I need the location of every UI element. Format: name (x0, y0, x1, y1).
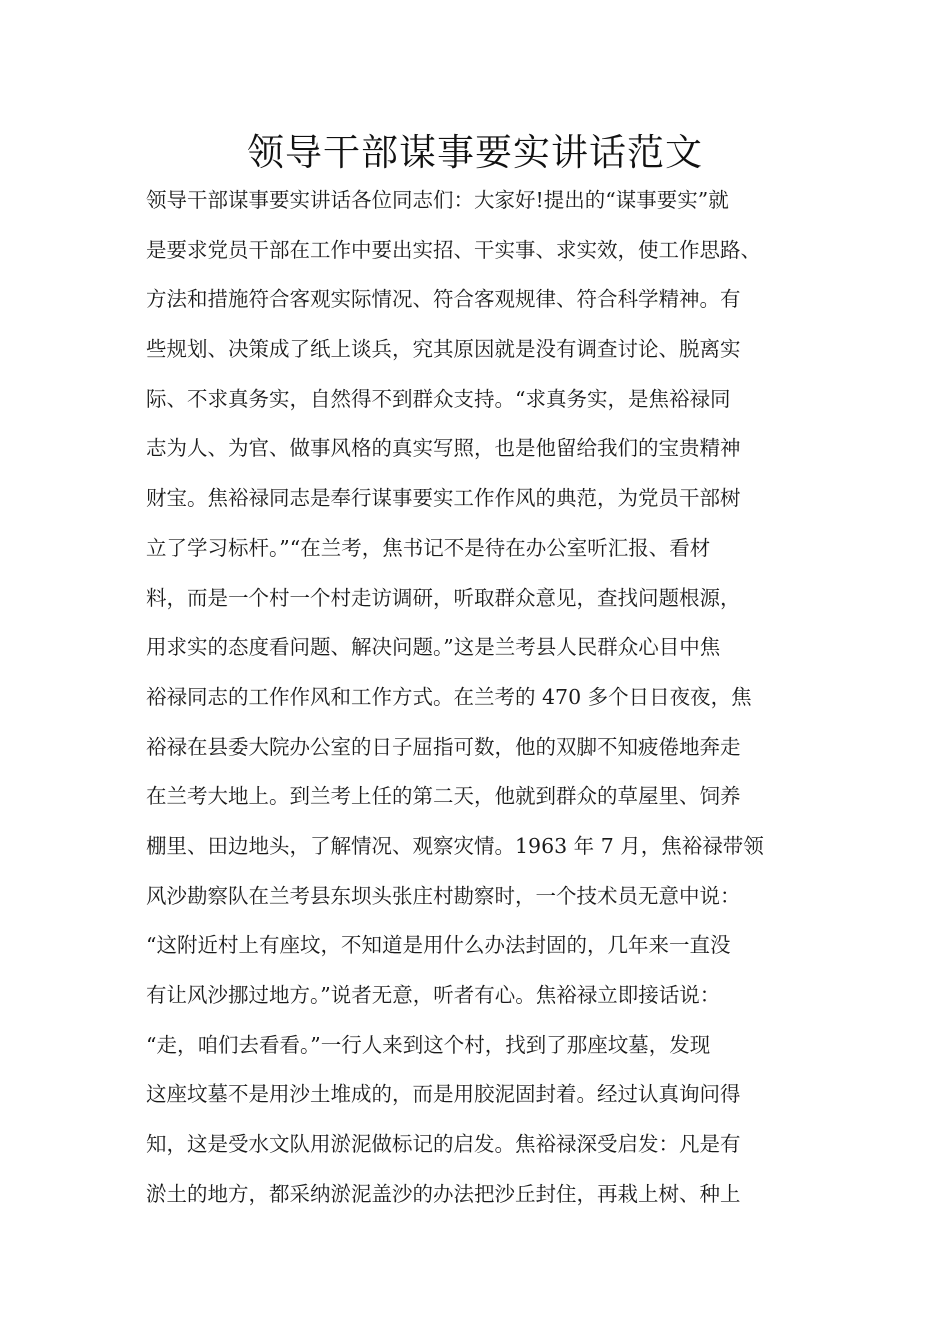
body-line: 裕禄在县委大院办公室的日子屈指可数，他的双脚不知疲倦地奔走 (146, 734, 741, 759)
body-line: 方法和措施符合客观实际情况、符合客观规律、符合科学精神。有 (146, 287, 741, 312)
body-line: 际、不求真务实，自然得不到群众支持。“求真务实，是焦裕禄同 (146, 386, 731, 411)
body-line: 些规划、决策成了纸上谈兵，究其原因就是没有调查讨论、脱离实 (146, 337, 741, 362)
body-line: 立了学习标杆。”“在兰考，焦书记不是待在办公室听汇报、看材 (146, 535, 711, 560)
body-line: 淤土的地方，都采纳淤泥盖沙的办法把沙丘封住，再栽上树、种上 (146, 1181, 741, 1206)
body-line: 志为人、为官、做事风格的真实写照，也是他留给我们的宝贵精神 (146, 436, 741, 461)
document-title: 领导干部谋事要实讲话范文 (247, 131, 703, 174)
body-line: 裕禄同志的工作作风和工作方式。在兰考的 470 多个日日夜夜，焦 (146, 684, 752, 709)
body-line: 用求实的态度看问题、解决问题。”这是兰考县人民群众心目中焦 (146, 635, 721, 660)
body-line: 财宝。焦裕禄同志是奉行谋事要实工作作风的典范，为党员干部树 (146, 486, 741, 511)
body-line: 棚里、田边地头，了解情况、观察灾情。1963 年 7 月，焦裕禄带领 (146, 833, 764, 858)
body-line: 是要求党员干部在工作中要出实招、干实事、求实效，使工作思路、 (146, 237, 761, 262)
body-line: 风沙勘察队在兰考县东坝头张庄村勘察时，一个技术员无意中说： (146, 883, 741, 908)
body-line: 在兰考大地上。到兰考上任的第二天，他就到群众的草屋里、饲养 (146, 784, 741, 809)
document-body (146, 180, 826, 1223)
body-line: “走，咱们去看看。”一行人来到这个村，找到了那座坟墓，发现 (146, 1032, 711, 1057)
body-line: 知，这是受水文队用淤泥做标记的启发。焦裕禄深受启发：凡是有 (146, 1132, 741, 1157)
body-line: 这座坟墓不是用沙土堆成的，而是用胶泥固封着。经过认真询问得 (146, 1082, 741, 1107)
body-line: 料，而是一个村一个村走访调研，听取群众意见，查找问题根源， (146, 585, 741, 610)
body-line: 领导干部谋事要实讲话各位同志们：大家好!提出的“谋事要实”就 (146, 188, 729, 212)
body-line: 有让风沙挪过地方。”说者无意，听者有心。焦裕禄立即接话说： (146, 983, 721, 1007)
body-line: “这附近村上有座坟，不知道是用什么办法封固的，几年来一直没 (146, 933, 731, 958)
